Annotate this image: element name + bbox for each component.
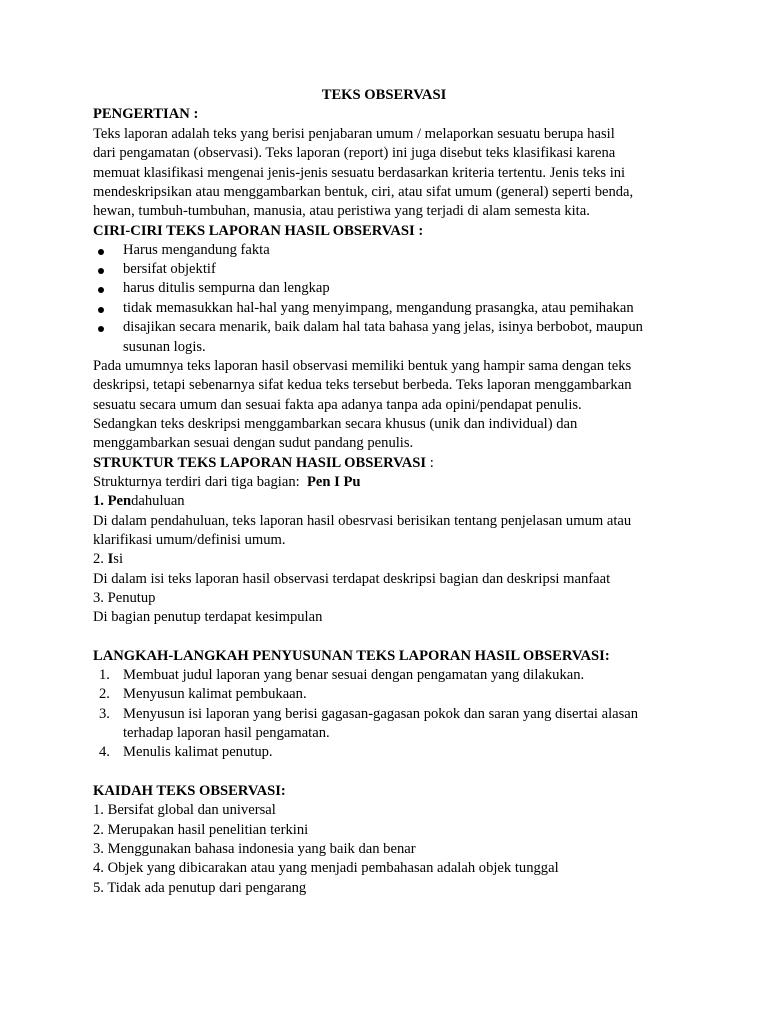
list-item: 4. Objek yang dibicarakan atau yang menjadi pembahasan adalah objek tunggal (93, 860, 559, 876)
list-item: 5. Tidak ada penutup dari pengarang (93, 880, 307, 896)
paragraph-line: Di dalam pendahuluan, teks laporan hasil obesrvasi berisikan tentang penjelasan umum atau (93, 513, 632, 529)
pendahuluan-rest: dahuluan (131, 493, 185, 509)
bullet-icon (98, 268, 104, 274)
list-number: 4. (99, 744, 110, 760)
document-title: TEKS OBSERVASI (321, 87, 447, 103)
paragraph-line: menggambarkan sesuai dengan sudut pandang penulis. (93, 435, 414, 451)
bullet-icon (98, 307, 104, 313)
list-item: Menyusun kalimat pembukaan. (123, 686, 307, 702)
list-item: 2. Merupakan hasil penelitian terkini (93, 822, 309, 838)
list-item: Membuat judul laporan yang benar sesuai dengan pengamatan yang dilakukan. (123, 667, 585, 683)
bullet-icon (98, 287, 104, 293)
list-number: 2. (99, 686, 110, 702)
struktur-heading-line (93, 454, 434, 473)
paragraph-line: dari pengamatan (observasi). Teks laporan (report) ini juga disebut teks klasifikasi karena (93, 145, 616, 161)
kaidah-heading: KAIDAH TEKS OBSERVASI: (93, 783, 286, 799)
isi-bold: I (107, 551, 114, 567)
paragraph-line: Teks laporan adalah teks yang berisi penjabaran umum / melaporkan sesuatu berupa hasil (93, 126, 615, 142)
paragraph-line: Pada umumnya teks laporan hasil observasi memiliki bentuk yang hampir sama dengan teks (93, 358, 632, 374)
list-item-continuation: susunan logis. (123, 339, 206, 355)
bullet-icon (98, 326, 104, 332)
paragraph-line: sesuatu secara umum dan sesuai fakta apa adanya tanpa ada opini/pendapat penulis. (93, 397, 582, 413)
paragraph-line: Di dalam isi teks laporan hasil observasi terdapat deskripsi bagian dan deskripsi manfaat (93, 571, 611, 587)
list-item: disajikan secara menarik, baik dalam hal tata bahasa yang jelas, isinya berbobot, maupun (123, 319, 643, 335)
list-item: 3. Menggunakan bahasa indonesia yang baik dan benar (93, 841, 416, 857)
list-item: Harus mengandung fakta (123, 242, 270, 258)
paragraph-line: deskripsi, tetapi sebenarnya sifat kedua teks tersebut berbeda. Teks laporan menggambarkan (93, 377, 632, 393)
list-item: tidak memasukkan hal-hal yang menyimpang, mengandung prasangka, atau pemihakan (123, 300, 634, 316)
ciri-heading: CIRI-CIRI TEKS LAPORAN HASIL OBSERVASI : (93, 223, 424, 239)
pendahuluan-label (93, 492, 185, 511)
paragraph-line: Sedangkan teks deskripsi menggambarkan secara khusus (unik dan individual) dan (93, 416, 578, 432)
isi-rest: si (113, 551, 124, 567)
bullet-icon (98, 249, 104, 255)
list-item-continuation: terhadap laporan hasil pengamatan. (123, 725, 330, 741)
pendahuluan-number: 1. (93, 493, 108, 509)
list-item: Menyusun isi laporan yang berisi gagasan-gagasan pokok dan saran yang disertai alasan (123, 706, 639, 722)
struktur-heading-colon: : (426, 455, 434, 471)
list-item: bersifat objektif (123, 261, 216, 277)
list-item: harus ditulis sempurna dan lengkap (123, 280, 330, 296)
struktur-heading: STRUKTUR TEKS LAPORAN HASIL OBSERVASI (93, 455, 427, 471)
struktur-intro: Strukturnya terdiri dari tiga bagian: (93, 474, 307, 490)
paragraph-line: klarifikasi umum/definisi umum. (93, 532, 286, 548)
pendahuluan-bold: Pen (107, 493, 132, 509)
struktur-intro-line (93, 473, 361, 492)
isi-number: 2. (93, 551, 108, 567)
list-number: 3. (99, 706, 110, 722)
paragraph-line: hewan, tumbuh-tumbuhan, manusia, atau peristiwa yang terjadi di alam semesta kita. (93, 203, 590, 219)
list-item: 1. Bersifat global dan universal (93, 802, 276, 818)
list-number: 1. (99, 667, 110, 683)
paragraph-line: memuat klasifikasi mengenai jenis-jenis sesuatu berdasarkan kriteria tertentu. Jenis teks ini (93, 165, 626, 181)
penutup-label: 3. Penutup (93, 590, 156, 606)
paragraph-line: mendeskripsikan atau menggambarkan bentuk, ciri, atau sifat umum (general) seperti benda, (93, 184, 634, 200)
isi-label (93, 550, 123, 569)
struktur-acronym: Pen I Pu (306, 474, 361, 490)
pengertian-heading: PENGERTIAN : (93, 106, 199, 122)
list-item: Menulis kalimat penutup. (123, 744, 273, 760)
langkah-heading: LANGKAH-LANGKAH PENYUSUNAN TEKS LAPORAN HASIL OBSERVASI: (93, 648, 610, 664)
paragraph-line: Di bagian penutup terdapat kesimpulan (93, 609, 323, 625)
